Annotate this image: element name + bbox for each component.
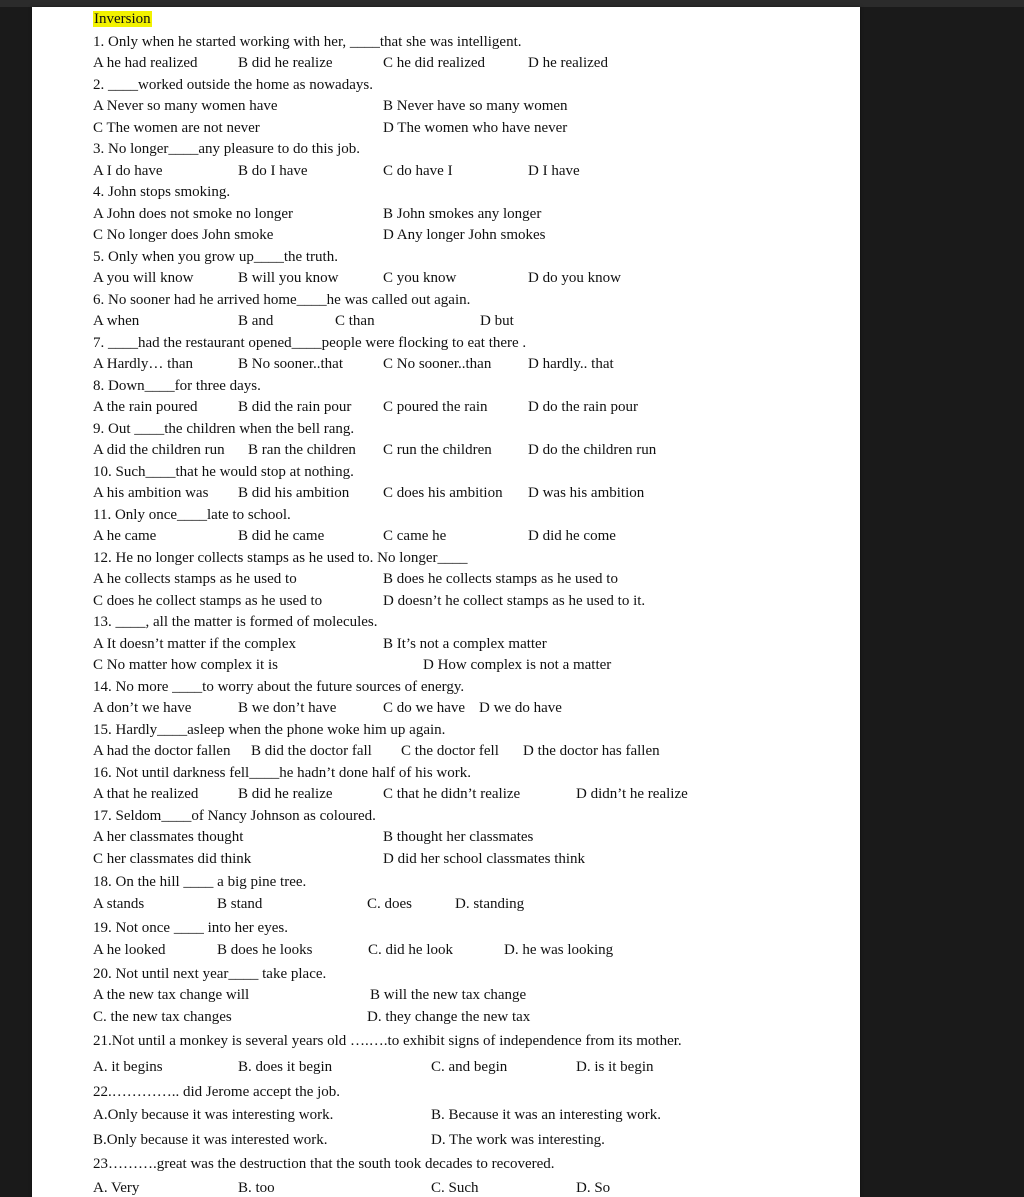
option-c[interactable]: C. the new tax changes (93, 1009, 232, 1025)
option-d[interactable]: D. The work was interesting. (431, 1132, 605, 1148)
option-d[interactable]: D The women who have never (383, 120, 568, 136)
option-b[interactable]: B we don’t have (238, 700, 337, 716)
question-12-stem: 12. He no longer collects stamps as he used to. No longer____ (93, 550, 468, 566)
option-c[interactable]: C came he (383, 528, 447, 544)
question-16-stem: 16. Not until darkness fell____he hadn’t done half of his work. (93, 765, 471, 781)
question-1-stem: 1. Only when he started working with her, ____that she was intelligent. (93, 34, 522, 50)
question-8-stem: 8. Down____for three days. (93, 378, 261, 394)
option-b[interactable]: B did the rain pour (238, 399, 352, 415)
option-b[interactable]: B ran the children (248, 442, 356, 458)
option-a[interactable]: A I do have (93, 163, 163, 179)
option-a[interactable]: A. it begins (93, 1059, 163, 1075)
option-a[interactable]: A her classmates thought (93, 829, 244, 845)
option-d[interactable]: D hardly.. that (528, 356, 614, 372)
option-d[interactable]: D the doctor has fallen (523, 743, 660, 759)
option-a[interactable]: A don’t we have (93, 700, 192, 716)
question-7-stem: 7. ____had the restaurant opened____people were flocking to eat there . (93, 335, 527, 351)
option-b[interactable]: B No sooner..that (238, 356, 343, 372)
option-b[interactable]: B did he realize (238, 55, 333, 71)
option-d[interactable]: D. they change the new tax (367, 1009, 531, 1025)
option-b[interactable]: B thought her classmates (383, 829, 534, 845)
question-14-stem: 14. No more ____to worry about the future sources of energy. (93, 679, 465, 695)
option-b[interactable]: B does he collects stamps as he used to (383, 571, 618, 587)
question-6-stem: 6. No sooner had he arrived home____he was called out again. (93, 292, 471, 308)
option-a[interactable]: A. Very (93, 1180, 140, 1196)
option-d[interactable]: D I have (528, 163, 580, 179)
option-b[interactable]: B did he came (238, 528, 325, 544)
option-d[interactable]: D but (480, 313, 514, 329)
option-c[interactable]: C you know (383, 270, 457, 286)
option-a[interactable]: A.Only because it was interesting work. (93, 1107, 334, 1123)
option-c[interactable]: C No sooner..than (383, 356, 492, 372)
question-19-stem: 19. Not once ____ into her eyes. (93, 920, 288, 936)
question-22-stem: 22.………….. did Jerome accept the job. (93, 1084, 341, 1100)
option-c[interactable]: C her classmates did think (93, 851, 252, 867)
option-c[interactable]: C the doctor fell (401, 743, 499, 759)
option-b[interactable]: B. too (238, 1180, 275, 1196)
option-d[interactable]: D. standing (455, 896, 525, 912)
option-a[interactable]: A he collects stamps as he used to (93, 571, 297, 587)
option-b[interactable]: B. Because it was an interesting work. (431, 1107, 661, 1123)
option-a[interactable]: A had the doctor fallen (93, 743, 231, 759)
option-c[interactable]: C do we have (383, 700, 466, 716)
option-d[interactable]: D did her school classmates think (383, 851, 586, 867)
option-c[interactable]: C does he collect stamps as he used to (93, 593, 323, 609)
worksheet-title: Inversion (94, 11, 151, 27)
question-18-stem: 18. On the hill ____ a big pine tree. (93, 874, 307, 890)
option-a[interactable]: A that he realized (93, 786, 199, 802)
option-a[interactable]: A stands (93, 896, 145, 912)
option-d[interactable]: D Any longer John smokes (383, 227, 546, 243)
question-10-stem: 10. Such____that he would stop at nothing. (93, 464, 354, 480)
option-b[interactable]: B Never have so many women (383, 98, 568, 114)
option-c[interactable]: C do have I (383, 163, 453, 179)
option-b[interactable]: B will you know (238, 270, 339, 286)
option-b[interactable]: B John smokes any longer (383, 206, 542, 222)
option-c[interactable]: C. did he look (368, 942, 453, 958)
option-b[interactable]: B will the new tax change (370, 987, 527, 1003)
option-a[interactable]: A Hardly… than (93, 356, 193, 372)
option-d[interactable]: D. So (576, 1180, 611, 1196)
option-b[interactable]: B did his ambition (238, 485, 350, 501)
option-a[interactable]: A did the children run (93, 442, 225, 458)
option-d[interactable]: D How complex is not a matter (423, 657, 612, 673)
option-a[interactable]: A he came (93, 528, 157, 544)
option-c[interactable]: C does his ambition (383, 485, 503, 501)
option-a[interactable]: A his ambition was (93, 485, 209, 501)
option-d[interactable]: D. he was looking (504, 942, 614, 958)
question-4-stem: 4. John stops smoking. (93, 184, 231, 200)
option-d[interactable]: D didn’t he realize (576, 786, 688, 802)
option-a[interactable]: A Never so many women have (93, 98, 278, 114)
option-a[interactable]: A he had realized (93, 55, 198, 71)
question-13-stem: 13. ____, all the matter is formed of molecules. (93, 614, 378, 630)
option-b[interactable]: B It’s not a complex matter (383, 636, 547, 652)
option-d[interactable]: D he realized (528, 55, 608, 71)
question-9-stem: 9. Out ____the children when the bell rang. (93, 421, 355, 437)
option-a[interactable]: A the rain poured (93, 399, 198, 415)
option-c[interactable]: C. and begin (431, 1059, 508, 1075)
option-a[interactable]: A when (93, 313, 140, 329)
option-c[interactable]: C. Such (431, 1180, 479, 1196)
option-d[interactable]: D do the children run (528, 442, 657, 458)
option-c[interactable]: C than (335, 313, 375, 329)
option-d[interactable]: D. is it begin (576, 1059, 654, 1075)
option-d[interactable]: D do you know (528, 270, 621, 286)
option-c[interactable]: C No longer does John smoke (93, 227, 274, 243)
option-b[interactable]: B do I have (238, 163, 308, 179)
option-a[interactable]: A John does not smoke no longer (93, 206, 293, 222)
option-b[interactable]: B did the doctor fall (251, 743, 372, 759)
option-d[interactable]: D was his ambition (528, 485, 645, 501)
option-a[interactable]: A It doesn’t matter if the complex (93, 636, 297, 652)
option-b[interactable]: B did he realize (238, 786, 333, 802)
option-d[interactable]: D we do have (479, 700, 562, 716)
question-3-stem: 3. No longer____any pleasure to do this job. (93, 141, 361, 157)
option-c[interactable]: C. does (367, 896, 412, 912)
option-c[interactable]: C poured the rain (383, 399, 488, 415)
option-c[interactable]: C No matter how complex it is (93, 657, 278, 673)
option-a[interactable]: A you will know (93, 270, 194, 286)
option-c[interactable]: C run the children (383, 442, 492, 458)
option-b[interactable]: B. does it begin (238, 1059, 333, 1075)
question-5-stem: 5. Only when you grow up____the truth. (93, 249, 338, 265)
document-page (32, 7, 860, 1197)
option-a[interactable]: A he looked (93, 942, 166, 958)
option-d[interactable]: D do the rain pour (528, 399, 638, 415)
option-c[interactable]: C that he didn’t realize (383, 786, 521, 802)
question-17-stem: 17. Seldom____of Nancy Johnson as coloured. (93, 808, 376, 824)
option-d[interactable]: D did he come (528, 528, 616, 544)
option-b[interactable]: B does he looks (217, 942, 313, 958)
question-15-stem: 15. Hardly____asleep when the phone woke him up again. (93, 722, 446, 738)
question-2-stem: 2. ____worked outside the home as nowadays. (93, 77, 373, 93)
option-b[interactable]: B stand (217, 896, 263, 912)
option-a[interactable]: A the new tax change will (93, 987, 250, 1003)
window-top-bar (0, 0, 1024, 7)
option-b[interactable]: B and (238, 313, 274, 329)
question-11-stem: 11. Only once____late to school. (93, 507, 291, 523)
option-c[interactable]: C he did realized (383, 55, 486, 71)
question-23-stem: 23……….great was the destruction that the south took decades to recovered. (93, 1156, 555, 1172)
option-c[interactable]: C The women are not never (93, 120, 260, 136)
question-20-stem: 20. Not until next year____ take place. (93, 966, 327, 982)
option-d[interactable]: D doesn’t he collect stamps as he used to it. (383, 593, 646, 609)
question-21-stem: 21.Not until a monkey is several years old ….….to exhibit signs of independence from its mother. (93, 1033, 682, 1049)
option-c[interactable]: B.Only because it was interested work. (93, 1132, 328, 1148)
